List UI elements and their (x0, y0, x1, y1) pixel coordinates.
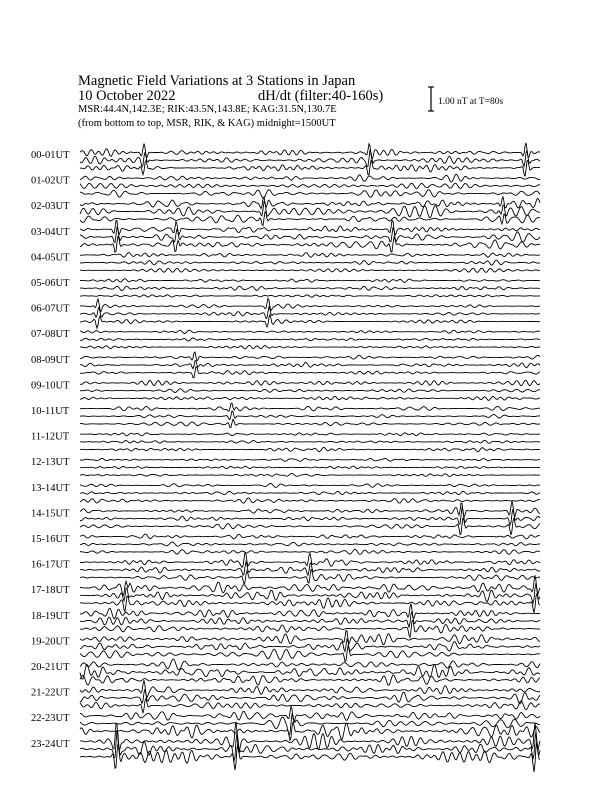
hour-row-traces (80, 330, 540, 349)
hour-row-traces (80, 380, 540, 400)
hour-label: 02-03UT (31, 201, 70, 213)
hour-label: 19-20UT (31, 636, 70, 648)
trace-kag (80, 706, 540, 722)
trace-kag (80, 174, 540, 182)
hour-row-traces (80, 604, 540, 638)
hour-label: 07-08UT (31, 329, 70, 341)
trace-kag (80, 380, 540, 385)
hour-label: 04-05UT (31, 252, 70, 264)
trace-rik (80, 639, 540, 651)
trace-msr (80, 474, 540, 477)
hour-label: 03-04UT (31, 226, 70, 238)
trace-msr (80, 646, 540, 661)
trace-kag (80, 659, 540, 670)
trace-rik (80, 389, 540, 393)
trace-msr (80, 345, 540, 349)
trace-rik (80, 411, 540, 420)
hour-label: 00-01UT (31, 150, 70, 161)
trace-msr (80, 722, 540, 741)
hour-label: 12-13UT (31, 457, 70, 469)
trace-rik (80, 260, 540, 265)
trace-rik (80, 689, 540, 704)
hour-label: 01-02UT (31, 175, 70, 187)
hour-row-traces (80, 298, 540, 328)
hour-row-traces (80, 680, 540, 712)
trace-kag (80, 197, 540, 209)
hour-row-traces (80, 174, 540, 198)
trace-rik (80, 612, 540, 628)
trace-rik (80, 361, 540, 369)
hour-row-traces (80, 575, 540, 613)
hour-label: 13-14UT (31, 482, 70, 494)
hour-label: 08-09UT (31, 354, 70, 366)
trace-rik (80, 714, 540, 735)
quantity-label: dH/dt (filter:40-160s) (258, 88, 384, 104)
trace-rik (80, 338, 540, 341)
hour-labels (31, 150, 70, 750)
hour-label: 17-18UT (31, 585, 70, 597)
trace-kag (80, 352, 540, 361)
trace-kag (80, 534, 540, 539)
trace-kag (80, 220, 540, 235)
hour-row-traces (80, 403, 540, 427)
scale-bar (428, 87, 503, 111)
trace-msr (80, 518, 540, 535)
hour-row-traces (80, 484, 540, 504)
hour-row-traces (80, 279, 540, 298)
hour-label: 09-10UT (31, 380, 70, 392)
title-block (78, 73, 383, 129)
trace-rik (80, 286, 540, 291)
hour-row-traces (80, 631, 540, 662)
trace-rik (80, 440, 540, 443)
hour-label: 16-17UT (31, 559, 70, 571)
trace-kag (80, 403, 540, 411)
trace-kag (80, 253, 540, 258)
hour-label: 10-11UT (31, 406, 70, 417)
trace-msr (80, 396, 540, 400)
hour-row-traces (80, 659, 540, 685)
hour-row-traces (80, 197, 540, 226)
trace-kag (80, 631, 540, 645)
trace-msr (80, 190, 540, 198)
trace-kag (80, 484, 540, 488)
trace-kag (80, 330, 540, 333)
trace-kag (80, 458, 540, 461)
hour-row-traces (80, 706, 540, 740)
trace-rik (80, 466, 540, 469)
trace-msr (80, 367, 540, 378)
chart-title: Magnetic Field Variations at 3 Stations in Japan (78, 73, 356, 89)
trace-rik (80, 491, 540, 494)
hour-label: 21-22UT (31, 687, 70, 699)
trace-msr (80, 268, 540, 272)
trace-kag (80, 680, 540, 697)
trace-msr (80, 675, 540, 685)
trace-msr (80, 570, 540, 585)
trace-msr (80, 236, 540, 252)
trace-kag (80, 501, 540, 517)
hour-row-traces (80, 552, 540, 584)
stations-label: MSR:44.4N,142.3E; RIK:43.5N,143.8E; KAG:31.5N,130.7E (78, 104, 337, 115)
trace-kag (80, 279, 540, 283)
hour-row-traces (80, 143, 540, 177)
scale-label: 1.00 nT at T=80s (438, 97, 504, 107)
hour-label: 22-23UT (31, 713, 70, 725)
hour-label: 05-06UT (31, 278, 70, 289)
trace-msr (80, 620, 540, 637)
hour-label: 18-19UT (31, 610, 70, 622)
trace-rik (80, 307, 540, 319)
date-label: 10 October 2022 (78, 88, 176, 104)
trace-msr (80, 498, 540, 503)
traces (80, 143, 540, 772)
trace-msr (80, 419, 540, 427)
hour-label: 11-12UT (31, 431, 70, 443)
hour-row-traces (80, 253, 540, 273)
hour-row-traces (80, 352, 540, 378)
hour-label: 14-15UT (31, 508, 70, 520)
trace-msr (80, 699, 540, 713)
hour-row-traces (80, 220, 540, 252)
hour-label: 06-07UT (31, 303, 70, 315)
trace-kag (80, 604, 540, 619)
trace-rik (80, 183, 540, 188)
hour-row-traces (80, 534, 540, 554)
trace-rik (80, 664, 540, 679)
hour-row-traces (80, 458, 540, 476)
hour-row-traces (80, 433, 540, 452)
hour-label: 20-21UT (31, 662, 70, 673)
trace-msr (80, 315, 540, 329)
hour-label: 15-16UT (31, 534, 70, 545)
trace-kag (80, 143, 540, 160)
hour-label: 23-24UT (31, 738, 70, 750)
trace-msr (80, 447, 540, 451)
trace-rik (80, 583, 540, 603)
trace-rik (80, 542, 540, 546)
trace-kag (80, 433, 540, 436)
order-note: (from bottom to top, MSR, RIK, & KAG) midnight=1500UT (78, 118, 336, 129)
hour-row-traces (80, 501, 540, 535)
trace-kag (80, 298, 540, 311)
trace-msr (80, 295, 540, 298)
